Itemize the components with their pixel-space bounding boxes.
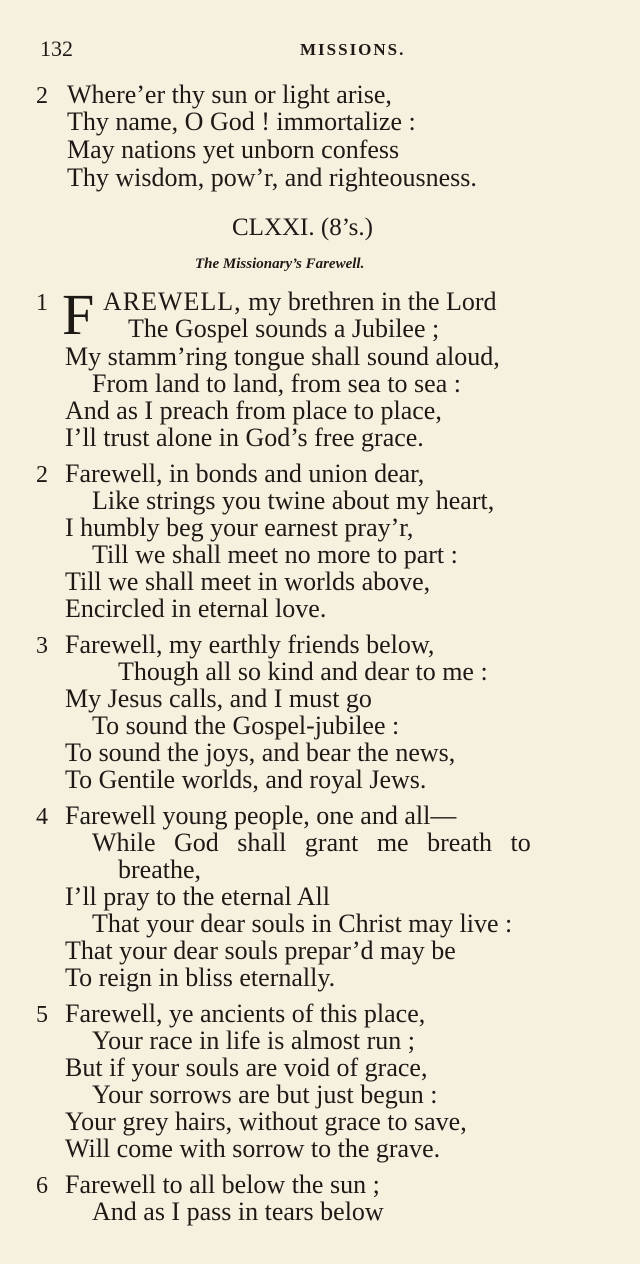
stanza-number: 2 — [36, 462, 48, 488]
verse-line: To sound the Gospel-jubilee : — [92, 711, 400, 740]
verse-line: Thy wisdom, pow’r, and righteousness. — [67, 163, 477, 192]
verse-line: May nations yet unborn confess — [67, 135, 400, 164]
verse-line: Where’er thy sun or light arise, — [67, 80, 392, 109]
verse-line: To reign in bliss eternally. — [65, 963, 336, 992]
first-word-caps: AREWELL, — [103, 287, 242, 316]
verse-line: Farewell, ye ancients of this place, — [65, 999, 426, 1028]
verse-line: Your race in life is almost run ; — [92, 1026, 416, 1055]
verse-line: My Jesus calls, and I must go — [65, 684, 372, 713]
page-number: 132 — [40, 36, 73, 61]
page-header — [40, 36, 600, 66]
verse-line: My stamm’ring tongue shall sound aloud, — [65, 342, 500, 371]
verse-line: I humbly beg your earnest pray’r, — [65, 513, 414, 542]
verse-line: From land to land, from sea to sea : — [92, 369, 461, 398]
stanza-number: 2 — [36, 83, 48, 109]
verse-line: And as I preach from place to place, — [65, 396, 442, 425]
verse-line: Till we shall meet no more to part : — [92, 540, 458, 569]
verse-line: Farewell, in bonds and union dear, — [65, 459, 425, 488]
verse-line: To Gentile worlds, and royal Jews. — [65, 765, 427, 794]
verse-line: That your dear souls prepar’d may be — [65, 936, 456, 965]
verse-line: I’ll pray to the eternal All — [65, 882, 330, 911]
verse-line: Farewell young people, one and all— — [65, 801, 457, 830]
stanza-number: 5 — [36, 1002, 48, 1028]
verse-line: Encircled in eternal love. — [65, 594, 327, 623]
verse-line: Till we shall meet in worlds above, — [65, 567, 431, 596]
verse-line: Farewell, my earthly friends below, — [65, 630, 435, 659]
stanza-number: 1 — [36, 290, 48, 316]
verse-line: Though all so kind and dear to me : — [118, 657, 488, 686]
verse-line: But if your souls are void of grace, — [65, 1053, 428, 1082]
verse-line: I’ll trust alone in God’s free grace. — [65, 423, 424, 452]
running-head: MISSIONS. — [300, 40, 406, 59]
verse-line: Will come with sorrow to the grave. — [65, 1134, 441, 1163]
hymn-subtitle: The Missionary’s Farewell. — [195, 256, 365, 272]
stanza-number: 3 — [36, 633, 48, 659]
verse-line: The Gospel sounds a Jubilee ; — [128, 314, 440, 343]
verse-line-first — [103, 288, 497, 315]
verse-line: Your sorrows are but just begun : — [92, 1080, 438, 1109]
first-line-rest: my brethren in the Lord — [241, 287, 497, 316]
verse-line: breathe, — [118, 855, 202, 884]
stanza-number: 6 — [36, 1173, 48, 1199]
verse-line: That your dear souls in Christ may live : — [92, 909, 513, 938]
verse-line: Your grey hairs, without grace to save, — [65, 1107, 467, 1136]
verse-line: Thy name, O God ! immortalize : — [67, 107, 416, 136]
verse-line: While God shall grant me breath to — [92, 828, 531, 857]
stanza-number: 4 — [36, 804, 48, 830]
verse-line: Farewell to all below the sun ; — [65, 1170, 380, 1199]
verse-line: Like strings you twine about my heart, — [92, 486, 495, 515]
verse-line: To sound the joys, and bear the news, — [65, 738, 456, 767]
verse-line: And as I pass in tears below — [92, 1197, 384, 1226]
drop-cap: F — [62, 282, 95, 347]
hymn-title: CLXXI. (8’s.) — [232, 214, 373, 241]
